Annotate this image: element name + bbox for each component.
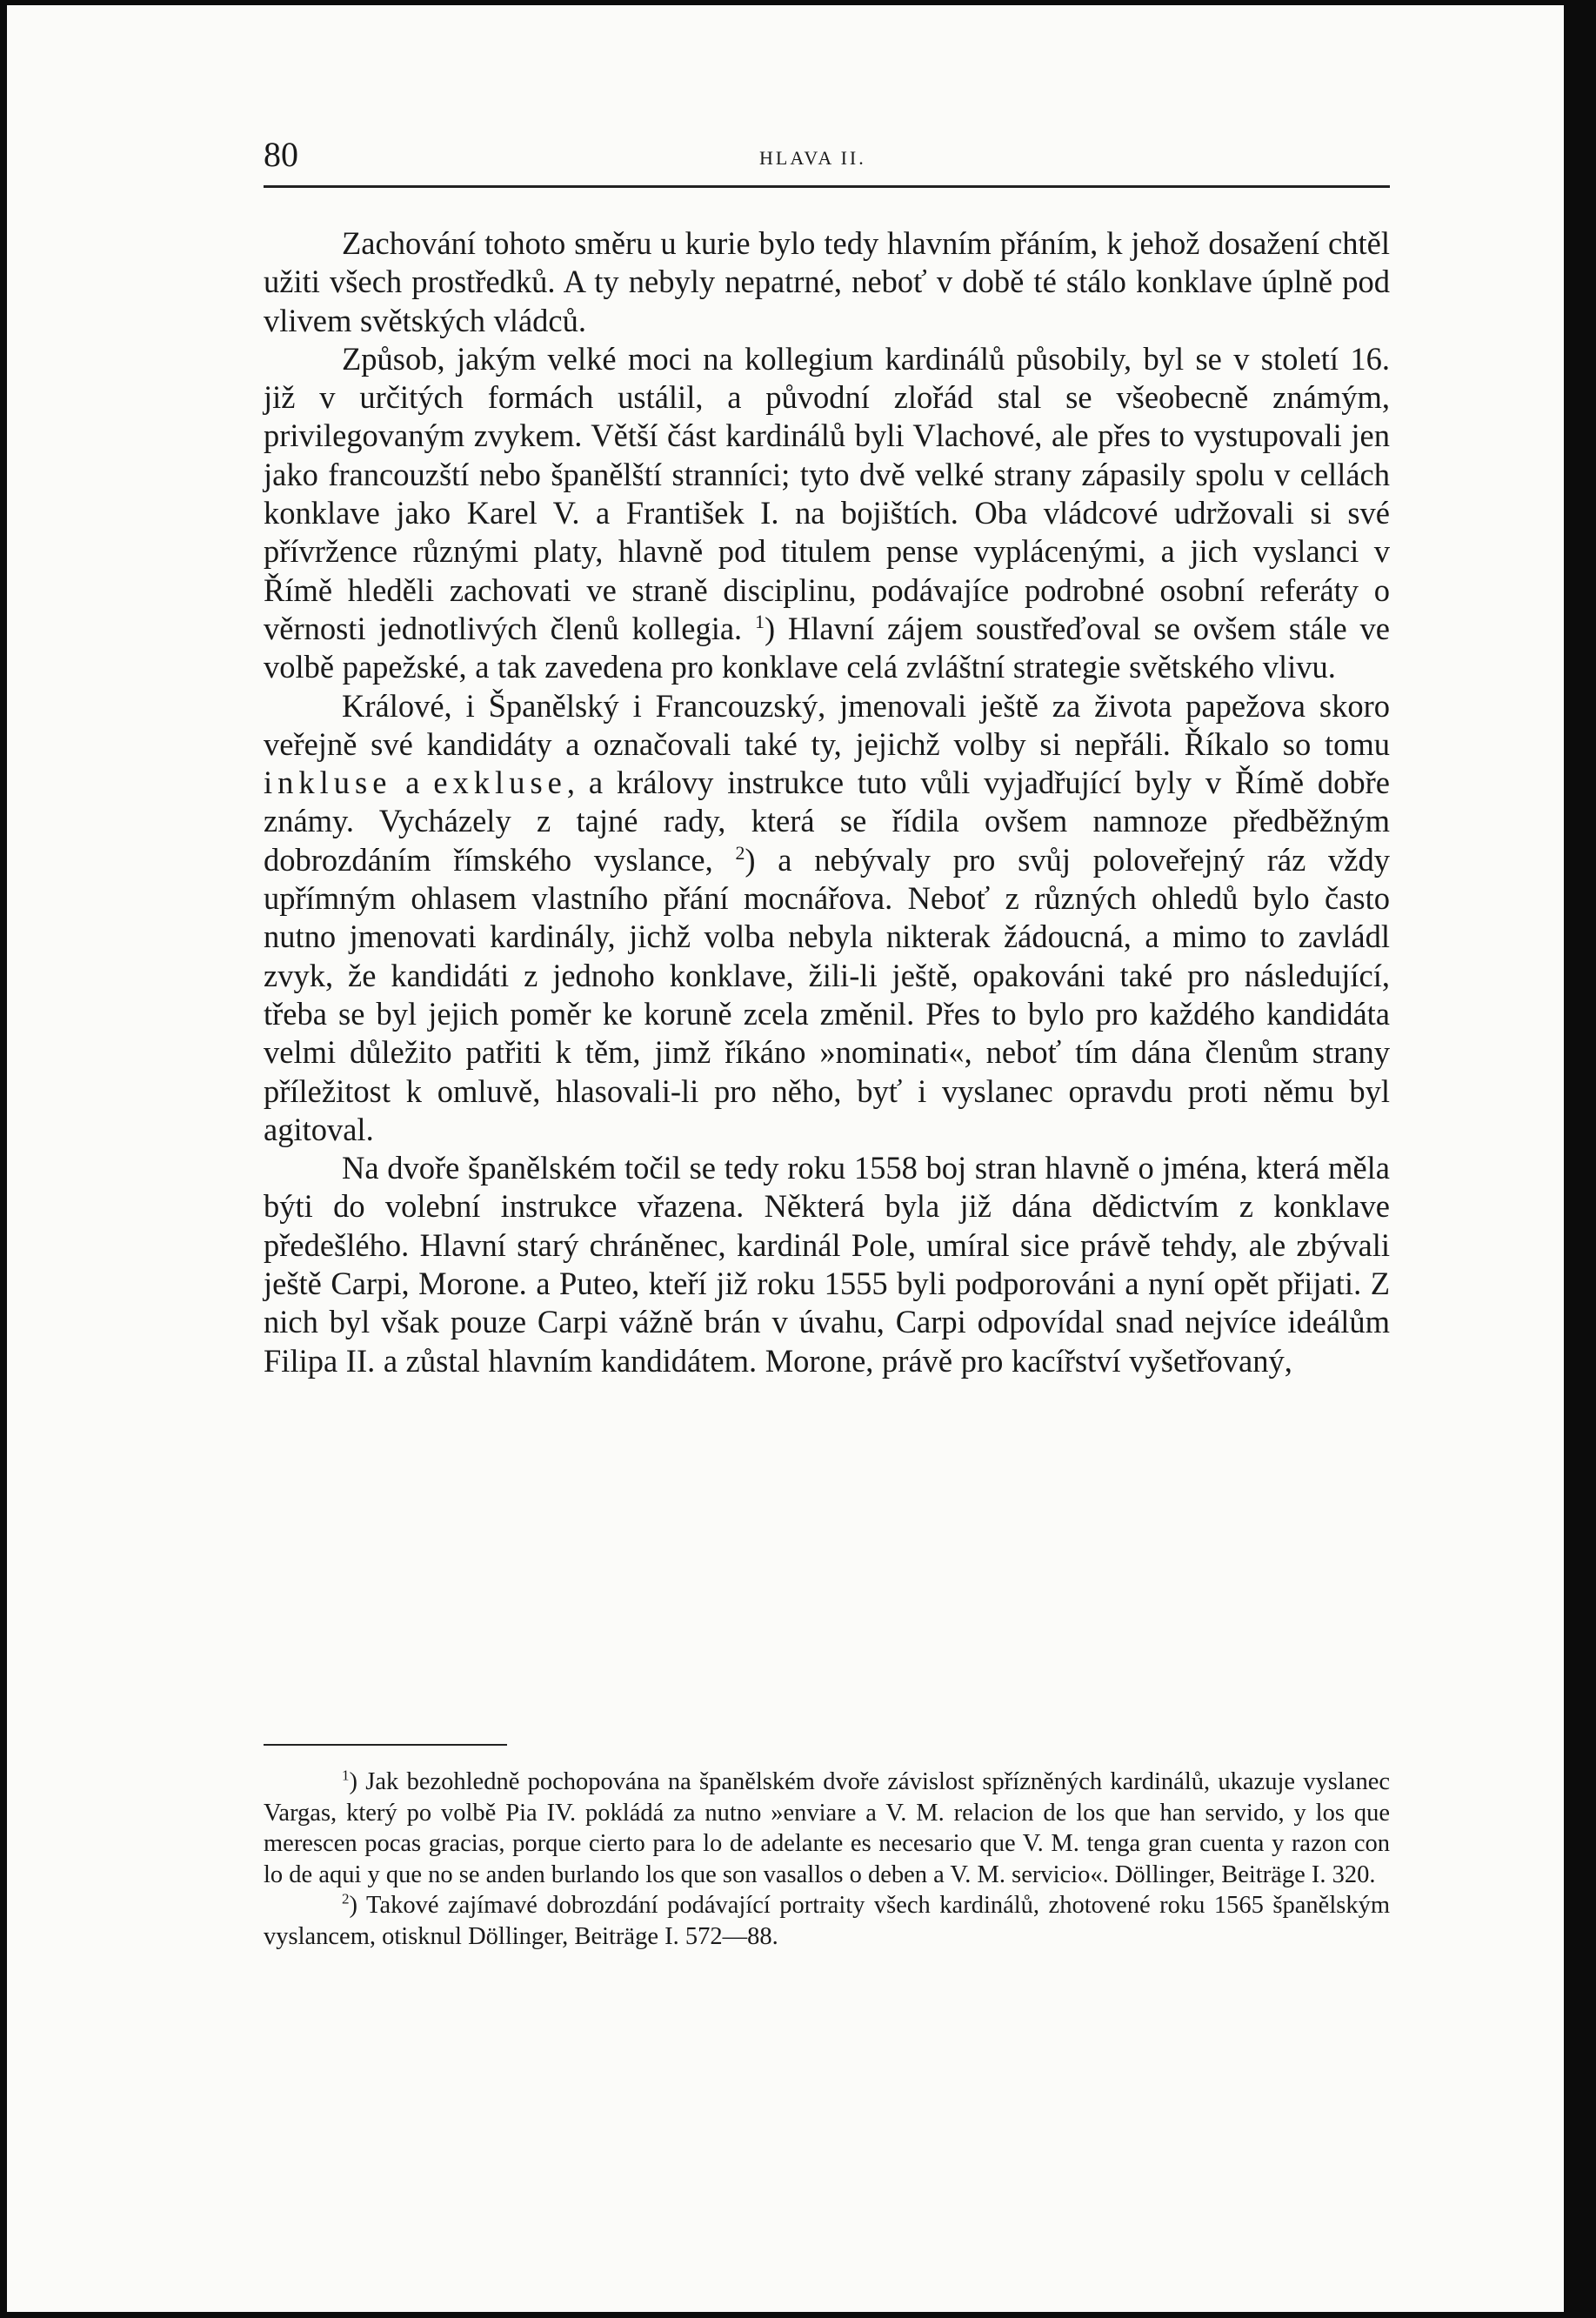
- page-number: 80: [264, 135, 298, 174]
- paragraph-1: Zachování tohoto směru u kurie bylo tedy hlavním přáním, k jehož dosažení chtěl užiti všech prostředků. A ty nebyly nepatrné, neboť v době té stálo konklave úplně pod vlivem světských vládců.: [264, 225, 1390, 338]
- book-page: [7, 5, 1564, 2312]
- footnote-mark-2: 2: [342, 1890, 350, 1907]
- footnote-2-text: ) Takové zajímavé dobrozdání podávající portraity všech kardinálů, zhotovené roku 1565 španělským vyslancem, otisknul Döllinger, Beiträge I. 572—88.: [264, 1892, 1390, 1950]
- paragraph-2: [264, 340, 1390, 687]
- paragraph-3-conj: a: [405, 765, 420, 801]
- paragraph-2-text-cont: ) Hlavní zájem soustřeďoval se ovšem stále ve volbě papežské, a tak zavedena pro konklave celá zvláštní strategie světského vlivu.: [264, 610, 1391, 685]
- paragraph-3: [264, 687, 1390, 1150]
- page-header: [264, 133, 1390, 188]
- paragraph-3-text: Králové, i Španělský i Francouzský, jmenovali ještě za života papežova skoro veřejně své kandidáty a označovali také ty, jejichž volby si nepřáli. Říkalo so tomu: [264, 687, 1390, 762]
- footnote-mark-1: 1: [342, 1767, 350, 1784]
- paragraph-3-text-mid: , a královy instrukce tuto vůli vyjadřující byly v Římě dobře známy. Vycházely z tajné rady, která se řídila ovšem namnoze předběžným dobrozdáním římského vyslance,: [264, 765, 1391, 878]
- main-text: [264, 224, 1390, 1380]
- paragraph-2-text: Způsob, jakým velké moci na kollegium kardinálů působily, byl se v století 16. již v určitých formách ustálil, a původní zlořád stal se všeobecně známým, privilegovaným zvykem. Větší část kardinálů byli Vlachové, ale přes to vystupovali jen jako francouzští nebo španělští stranníci; tyto dvě velké strany zápasily spolu v cellách konklave jako Karel V. a František I. na bojištích. Oba vládcové udržovali si své přívržence různými platy, hlavně pod titulem pense vyplácenými, a jich vyslanci v Římě hleděli zachovati ve straně disciplinu, podávajíce podrobné osobní referáty o věrnosti jednotlivých členů kollegia.: [264, 340, 1390, 646]
- footnote-ref-1: 1: [754, 610, 765, 632]
- footnote-2: [264, 1890, 1390, 1952]
- footnote-divider: [264, 1744, 507, 1746]
- footnote-ref-2: 2: [735, 841, 745, 864]
- footnote-1-text: ) Jak bezohledně pochopována na španělském dvoře závislost spřízněných kardinálů, ukazuje vyslanec Vargas, který po volbě Pia IV. pokládá za nutno »enviare a V. M. relacion de los que han servido, y los que merescen pocas gracias, porque cierto para lo de adelante es necesario que V. M. tenga gran cuenta y razon con lo de aqui y que no se anden burlando los que son vasallos o deben a V. M. servicio«. Döllinger, Beiträge I. 320.: [264, 1768, 1390, 1888]
- paragraph-3-text-end: ) a nebývaly pro svůj poloveřejný ráz vždy upřímným ohlasem vlastního přání mocnářova. Neboť z různých ohledů bylo často nutno jmenovati kardinály, jichž volba nebyla nikterak žádoucná, a mimo to zavládl zvyk, že kandidáti z jednoho konklave, žili-li ještě, opakováni také pro následující, třeba se byl jejich poměr ke koruně zcela změnil. Přes to bylo pro každého kandidáta velmi důležito patřiti k těm, jimž říkáno »nominati«, neboť tím dána členům strany příležitost k omluvě, hlasovali-li pro něho, byť i vyslanec opravdu proti němu byl agitoval.: [264, 841, 1390, 1147]
- footnote-1: [264, 1767, 1390, 1890]
- paragraph-4: Na dvoře španělském točil se tedy roku 1558 boj stran hlavně o jména, která měla býti do volební instrukce vřazena. Některá byla již dána dědictvím z konklave předešlého. Hlavní starý chráněnec, kardinál Pole, umíral sice právě tehdy, ale zbývali ještě Carpi, Morone. a Puteo, kteří již roku 1555 byli podporováni a nyní opět přijati. Z nich byl však pouze Carpi vážně brán v úvahu, Carpi odpovídal snad nejvíce ideálům Filipa II. a zůstal hlavním kandidátem. Morone, právě pro kacířství vyšetřovaný,: [264, 1150, 1390, 1379]
- term-inkluse: inkluse: [264, 765, 392, 801]
- term-exkluse: exkluse: [433, 765, 567, 801]
- footnotes: [264, 1767, 1390, 1952]
- running-title: HLAVA II.: [759, 147, 866, 169]
